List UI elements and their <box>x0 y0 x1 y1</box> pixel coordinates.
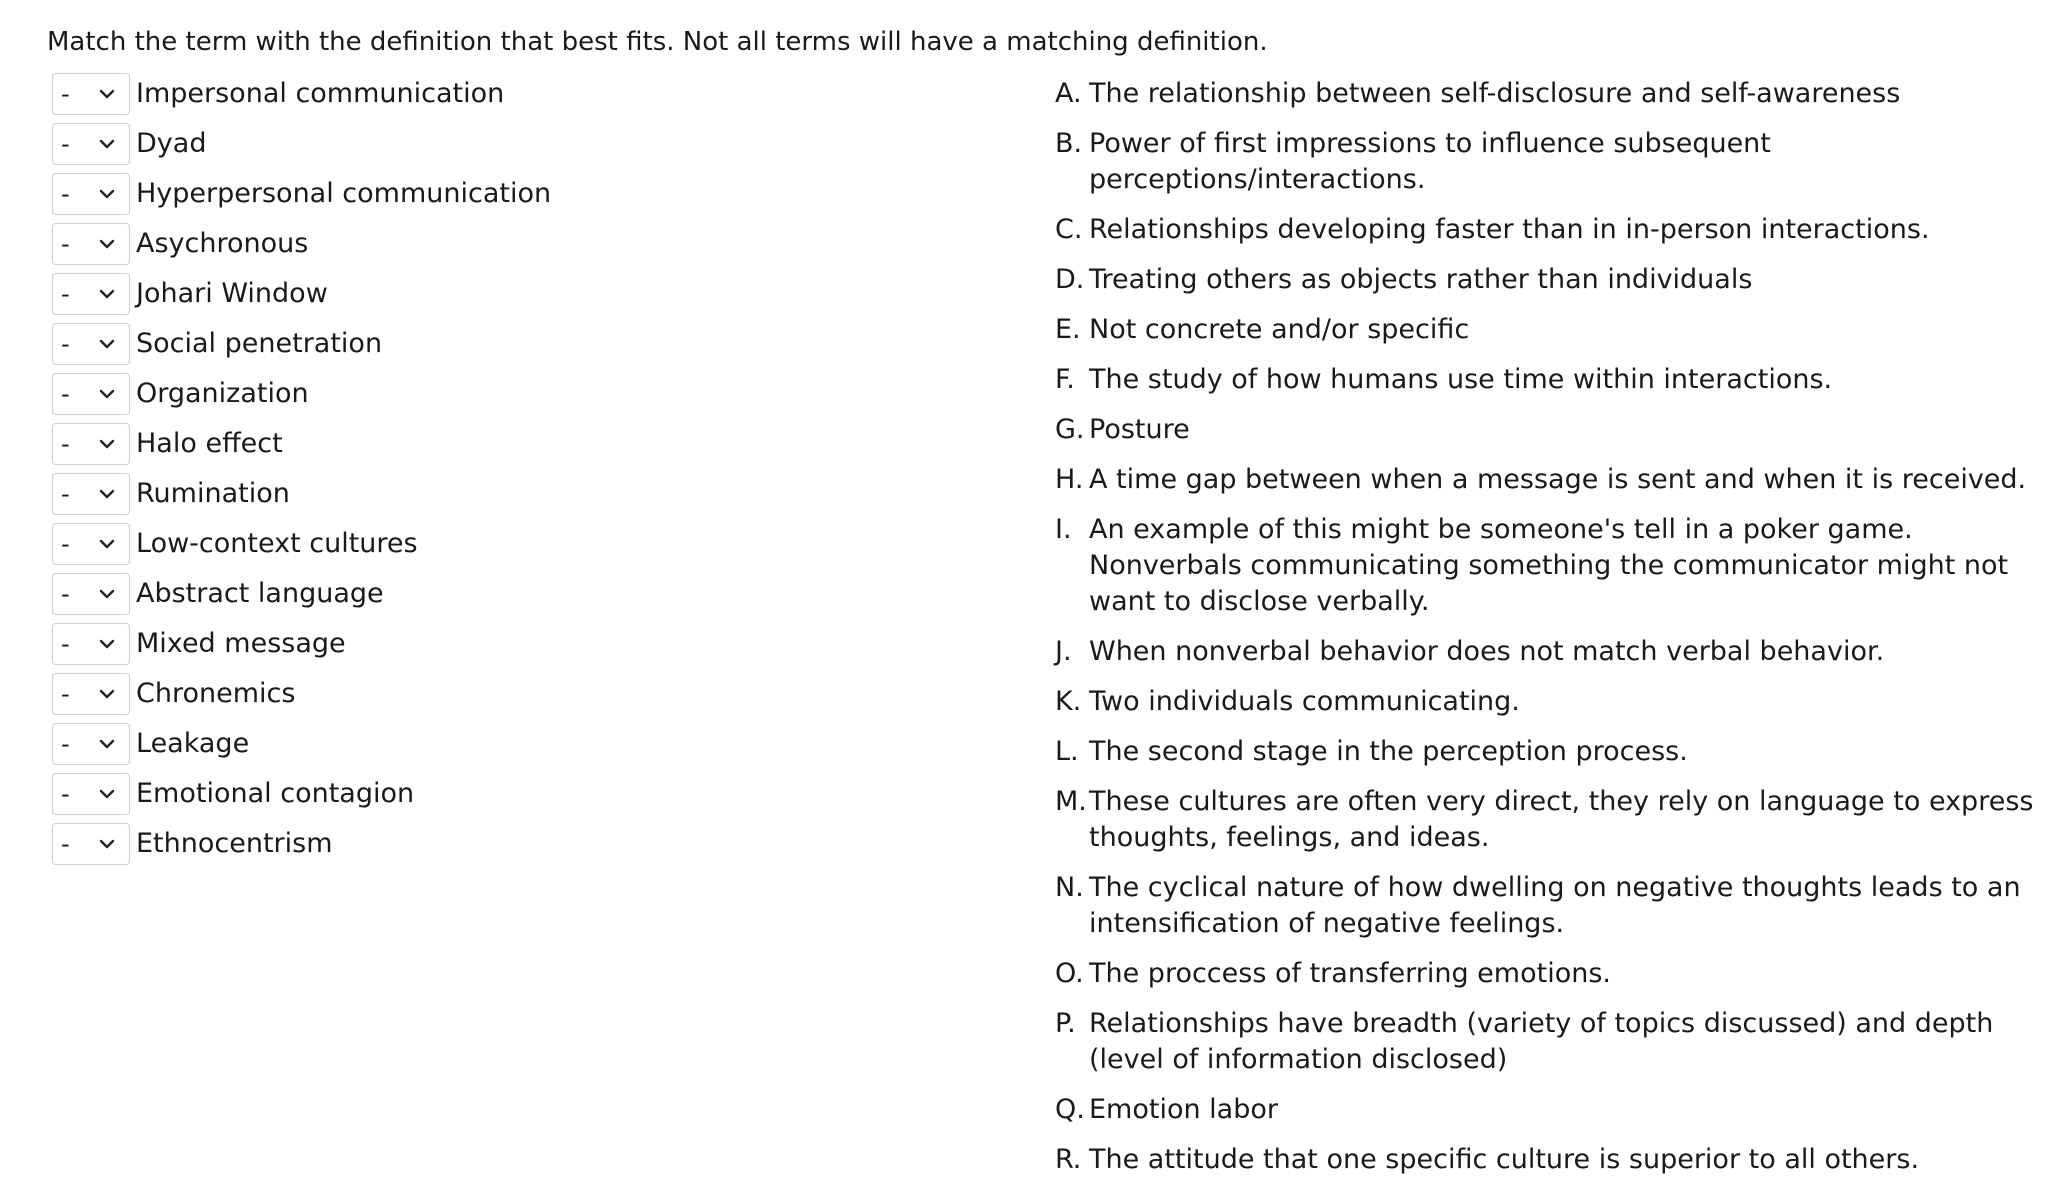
answer-select[interactable] <box>52 673 130 715</box>
definition-letter: K. <box>1055 686 1082 717</box>
select-value: - <box>61 180 70 208</box>
definition-letter: F. <box>1055 364 1075 395</box>
definition-item <box>1055 405 2040 455</box>
term-label: Chronemics <box>136 678 296 709</box>
term-label: Low-context cultures <box>136 528 418 559</box>
chevron-down-icon <box>97 384 117 404</box>
select-value: - <box>61 780 70 808</box>
definition-text: These cultures are often very direct, they rely on language to express thoughts, feelings, and ideas. <box>1089 786 2034 853</box>
definition-item <box>1055 1135 2040 1185</box>
select-value: - <box>61 480 70 508</box>
terms-list <box>52 69 952 869</box>
definition-letter: A. <box>1055 78 1082 109</box>
chevron-down-icon <box>97 84 117 104</box>
term-label: Hyperpersonal communication <box>136 178 552 209</box>
definitions-list <box>1055 69 2040 1185</box>
select-value: - <box>61 680 70 708</box>
term-row <box>52 569 952 619</box>
definition-text: The cyclical nature of how dwelling on negative thoughts leads to an intensification of negative feelings. <box>1089 872 2021 939</box>
definition-item <box>1055 305 2040 355</box>
definition-letter: D. <box>1055 264 1085 295</box>
term-row <box>52 69 952 119</box>
definition-text: The attitude that one specific culture is superior to all others. <box>1089 1144 1920 1175</box>
definition-item <box>1055 677 2040 727</box>
definition-item <box>1055 69 2040 119</box>
question-instructions: Match the term with the definition that best fits. Not all terms will have a matching definition. <box>47 27 1268 57</box>
select-value: - <box>61 430 70 458</box>
chevron-down-icon <box>97 784 117 804</box>
definition-item <box>1055 455 2040 505</box>
select-value: - <box>61 530 70 558</box>
definition-letter: I. <box>1055 514 1072 545</box>
answer-select[interactable] <box>52 523 130 565</box>
definition-item <box>1055 505 2040 627</box>
select-value: - <box>61 380 70 408</box>
select-value: - <box>61 830 70 858</box>
definition-text: Relationships have breadth (variety of topics discussed) and depth (level of information disclosed) <box>1089 1008 1994 1075</box>
term-row <box>52 669 952 719</box>
definition-letter: P. <box>1055 1008 1076 1039</box>
chevron-down-icon <box>97 734 117 754</box>
select-value: - <box>61 580 70 608</box>
term-label: Social penetration <box>136 328 383 359</box>
definition-letter: L. <box>1055 736 1079 767</box>
select-value: - <box>61 630 70 658</box>
term-row <box>52 269 952 319</box>
term-label: Impersonal communication <box>136 78 505 109</box>
term-label: Halo effect <box>136 428 283 459</box>
definition-item <box>1055 777 2040 863</box>
chevron-down-icon <box>97 834 117 854</box>
term-row <box>52 319 952 369</box>
definition-item <box>1055 999 2040 1085</box>
answer-select[interactable] <box>52 473 130 515</box>
select-value: - <box>61 280 70 308</box>
select-value: - <box>61 330 70 358</box>
term-row <box>52 769 952 819</box>
answer-select[interactable] <box>52 173 130 215</box>
definition-text: Treating others as objects rather than individuals <box>1089 264 1753 295</box>
term-row <box>52 469 952 519</box>
definition-text: An example of this might be someone's tell in a poker game. Nonverbals communicating something the communicator might not want to disclose verbally. <box>1089 514 2009 617</box>
select-value: - <box>61 230 70 258</box>
definition-item <box>1055 863 2040 949</box>
definition-letter: B. <box>1055 128 1083 159</box>
answer-select[interactable] <box>52 823 130 865</box>
answer-select[interactable] <box>52 723 130 765</box>
definition-item <box>1055 627 2040 677</box>
term-row <box>52 819 952 869</box>
term-label: Organization <box>136 378 309 409</box>
select-value: - <box>61 130 70 158</box>
chevron-down-icon <box>97 684 117 704</box>
chevron-down-icon <box>97 434 117 454</box>
term-label: Rumination <box>136 478 290 509</box>
definition-text: Two individuals communicating. <box>1089 686 1520 717</box>
definition-letter: J. <box>1055 636 1072 667</box>
term-row <box>52 719 952 769</box>
answer-select[interactable] <box>52 773 130 815</box>
chevron-down-icon <box>97 634 117 654</box>
definition-text: Not concrete and/or specific <box>1089 314 1470 345</box>
answer-select[interactable] <box>52 223 130 265</box>
definition-text: When nonverbal behavior does not match verbal behavior. <box>1089 636 1885 667</box>
term-label: Abstract language <box>136 578 384 609</box>
chevron-down-icon <box>97 284 117 304</box>
definition-letter: N. <box>1055 872 1084 903</box>
term-label: Leakage <box>136 728 250 759</box>
definition-item <box>1055 255 2040 305</box>
chevron-down-icon <box>97 484 117 504</box>
term-label: Ethnocentrism <box>136 828 333 859</box>
definition-letter: R. <box>1055 1144 1082 1175</box>
chevron-down-icon <box>97 184 117 204</box>
definition-text: Power of first impressions to influence subsequent perceptions/interactions. <box>1089 128 1771 195</box>
definition-letter: Q. <box>1055 1094 1085 1125</box>
term-row <box>52 369 952 419</box>
answer-select[interactable] <box>52 123 130 165</box>
chevron-down-icon <box>97 334 117 354</box>
term-label: Dyad <box>136 128 207 159</box>
term-label: Mixed message <box>136 628 346 659</box>
definition-text: Posture <box>1089 414 1190 445</box>
chevron-down-icon <box>97 134 117 154</box>
term-row <box>52 519 952 569</box>
term-row <box>52 119 952 169</box>
answer-select[interactable] <box>52 373 130 415</box>
answer-select[interactable] <box>52 323 130 365</box>
definition-text: Relationships developing faster than in in-person interactions. <box>1089 214 1930 245</box>
definition-letter: M. <box>1055 786 1087 817</box>
term-label: Emotional contagion <box>136 778 415 809</box>
chevron-down-icon <box>97 534 117 554</box>
definition-item <box>1055 205 2040 255</box>
definition-text: The proccess of transferring emotions. <box>1089 958 1611 989</box>
answer-select[interactable] <box>52 273 130 315</box>
definition-text: The second stage in the perception process. <box>1089 736 1688 767</box>
term-label: Asychronous <box>136 228 309 259</box>
definition-text: Emotion labor <box>1089 1094 1278 1125</box>
definition-letter: O. <box>1055 958 1084 989</box>
answer-select[interactable] <box>52 623 130 665</box>
select-value: - <box>61 730 70 758</box>
chevron-down-icon <box>97 234 117 254</box>
definition-item <box>1055 1085 2040 1135</box>
definition-item <box>1055 119 2040 205</box>
term-row <box>52 619 952 669</box>
select-value: - <box>61 80 70 108</box>
definition-item <box>1055 355 2040 405</box>
term-row <box>52 419 952 469</box>
term-row <box>52 219 952 269</box>
chevron-down-icon <box>97 584 117 604</box>
answer-select[interactable] <box>52 423 130 465</box>
definition-item <box>1055 949 2040 999</box>
definition-letter: C. <box>1055 214 1083 245</box>
definition-text: The relationship between self-disclosure and self-awareness <box>1089 78 1901 109</box>
definition-item <box>1055 727 2040 777</box>
answer-select[interactable] <box>52 73 130 115</box>
definition-text: A time gap between when a message is sent and when it is received. <box>1089 464 2027 495</box>
definition-text: The study of how humans use time within interactions. <box>1089 364 1833 395</box>
term-label: Johari Window <box>136 278 328 309</box>
definition-letter: G. <box>1055 414 1085 445</box>
term-row <box>52 169 952 219</box>
answer-select[interactable] <box>52 573 130 615</box>
definition-letter: H. <box>1055 464 1084 495</box>
definition-letter: E. <box>1055 314 1081 345</box>
